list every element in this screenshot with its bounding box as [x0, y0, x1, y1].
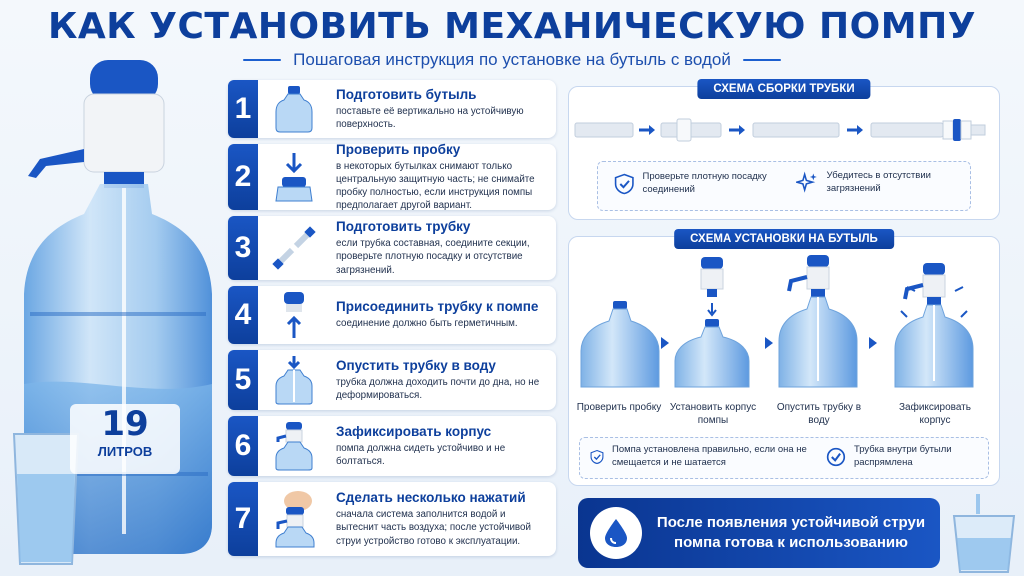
subtitle-divider-left	[243, 59, 281, 61]
step-description: если трубка составная, соедините секции, проверьте плотную посадку и отсутствие загрязнений.	[336, 238, 530, 276]
tube-note-2-text: Убедитесь в отсутствии загрязнений	[826, 170, 931, 194]
step-7	[228, 482, 556, 556]
install-stages-diagram	[569, 251, 1001, 391]
step-description: в некоторых бутылках снимают только центральную защитную часть; не снимайте пробку полностью, если инструкция помпы предполагает другой вариант.	[336, 160, 535, 212]
step-title: Зафиксировать корпус	[336, 423, 492, 439]
step-description: поставьте её вертикально на устойчивую поверхность.	[336, 105, 524, 130]
hand-press-icon	[258, 482, 330, 556]
pump-on-bottle-icon	[258, 416, 330, 476]
bottle-icon	[258, 80, 330, 138]
step-title: Сделать несколько нажатий	[336, 490, 526, 506]
page-subtitle: Пошаговая инструкция по установке на бутыль с водой	[293, 50, 731, 69]
subtitle-divider-right	[743, 59, 781, 61]
step-number: 5	[228, 350, 258, 410]
step-1	[228, 80, 556, 138]
step-number: 3	[228, 216, 258, 280]
tube-note-1-text: Проверьте плотную посадку соединений	[642, 171, 767, 195]
tube-scheme-panel	[568, 83, 1000, 220]
step-3	[228, 216, 556, 280]
step-number: 1	[228, 80, 258, 138]
step-description: соединение должно быть герметичным.	[336, 318, 518, 330]
install-note-2-text: Трубка внутри бутыли распрямлена	[853, 444, 952, 468]
tube-icon	[258, 216, 330, 280]
install-scheme-panel	[568, 233, 1000, 486]
volume-badge	[70, 404, 180, 474]
stage-caption-3: Опустить трубку в воду	[776, 402, 862, 426]
step-number: 6	[228, 416, 258, 476]
shield-check-icon	[614, 170, 635, 198]
tube-note-1	[614, 170, 784, 198]
step-2	[228, 141, 556, 212]
install-notes-box	[579, 437, 989, 479]
step-5	[228, 350, 556, 410]
install-note-1-text: Помпа установлена правильно, если она не смещается и не шатается	[611, 444, 807, 468]
volume-unit: ЛИТРОВ	[97, 444, 153, 459]
tube-note-2	[796, 170, 966, 196]
step-description: помпа должна сидеть устойчиво и не болтаться.	[336, 442, 506, 467]
shield-check-icon	[590, 445, 604, 469]
step-title: Подготовить трубку	[336, 219, 471, 235]
tube-assembly-diagram	[569, 105, 1001, 165]
tube-scheme-label: СХЕМА СБОРКИ ТРУБКИ	[697, 79, 870, 99]
bottle-illustration	[0, 54, 230, 576]
pump-connect-icon	[258, 286, 330, 344]
sparkle-icon	[796, 170, 818, 196]
step-title: Присоединить трубку к помпе	[336, 299, 539, 315]
volume-number: 19	[101, 404, 149, 444]
step-number: 7	[228, 482, 258, 556]
cap-icon	[258, 144, 330, 210]
big-bottle-icon	[0, 54, 230, 576]
step-title: Проверить пробку	[336, 141, 461, 157]
step-number: 2	[228, 144, 258, 210]
stage-caption-1: Проверить пробку	[576, 402, 662, 413]
water-drop-icon	[590, 507, 642, 559]
install-note-2	[826, 444, 986, 470]
step-number: 4	[228, 286, 258, 344]
tube-notes-box	[597, 161, 971, 211]
page-title: КАК УСТАНОВИТЬ МЕХАНИЧЕСКУЮ ПОМПУ	[48, 6, 976, 47]
water-glass-icon	[944, 494, 1024, 574]
install-note-1	[590, 444, 810, 470]
check-circle-icon	[826, 445, 846, 469]
banner-text: После появления устойчивой струи помпа готова к использованию	[656, 513, 926, 551]
step-description: сначала система заполнится водой и вытеснит часть воздуха; после устойчивой струи устройство готово к эксплуатации.	[336, 509, 531, 547]
step-title: Подготовить бутыль	[336, 86, 477, 102]
stage-caption-4: Зафиксировать корпус	[899, 402, 971, 426]
step-6	[228, 416, 556, 476]
tube-in-bottle-icon	[258, 350, 330, 410]
step-description: трубка должна доходить почти до дна, но не деформироваться.	[336, 376, 540, 401]
step-4	[228, 286, 556, 344]
step-title: Опустить трубку в воду	[336, 357, 496, 373]
stage-caption-2: Установить корпус помпы	[669, 402, 757, 426]
ready-banner	[578, 498, 940, 568]
install-scheme-label: СХЕМА УСТАНОВКИ НА БУТЫЛЬ	[674, 229, 894, 249]
